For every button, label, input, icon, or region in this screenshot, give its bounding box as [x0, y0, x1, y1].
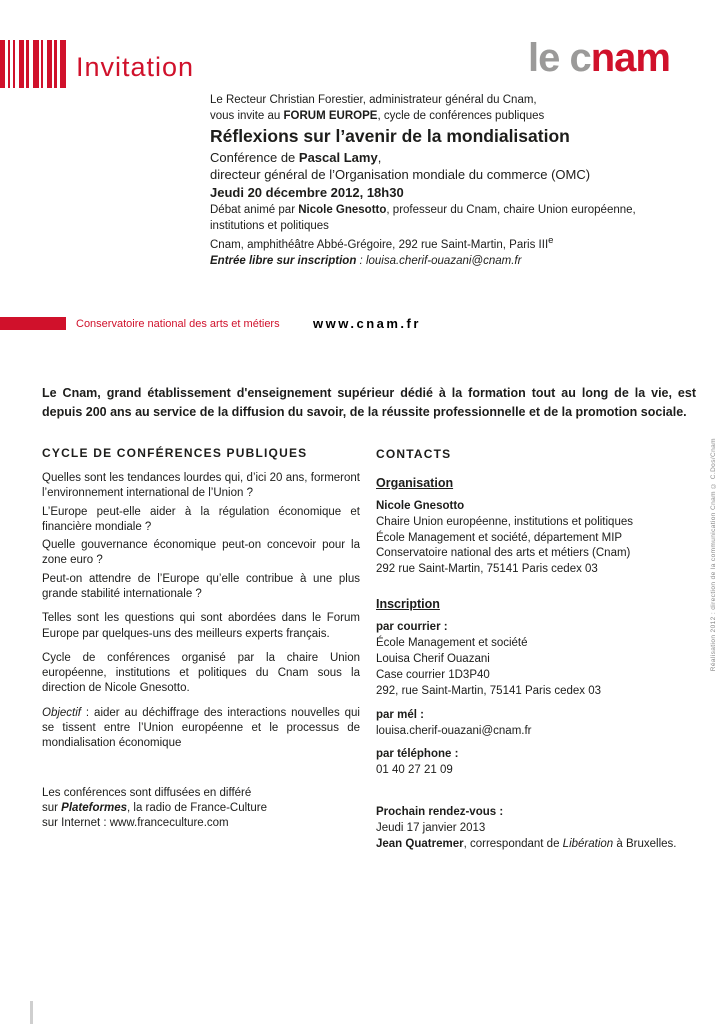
registration-separator: : [356, 255, 366, 268]
intro-line2-prefix: vous invite au [210, 110, 284, 123]
radio-show-name: Plateformes [61, 801, 128, 814]
speaker-prefix: Conférence de [210, 149, 299, 165]
brand-bar [0, 316, 724, 332]
registration-label: Entrée libre sur inscription [210, 255, 357, 268]
venue-text: Cnam, amphithéâtre Abbé-Grégoire, 292 rue Saint-Martin, Paris III [210, 238, 549, 251]
debate-suffix: , professeur du Cnam, chaire Union européenne, [386, 203, 636, 216]
cnam-logo [528, 38, 670, 78]
guest-mid: , correspondant de [463, 837, 563, 850]
mail-line1: École Management et société [376, 637, 528, 650]
guest-name: Jean Quatremer [376, 837, 464, 850]
broadcast-line1: Les conférences sont diffusées en différé [42, 786, 252, 799]
event-datetime: Jeudi 20 décembre 2012, 18h30 [210, 184, 404, 200]
broadcast-line3-website-link[interactable]: sur Internet : www.franceculture.com [42, 817, 229, 830]
next-event-block [376, 805, 696, 853]
objective-label: Objectif [42, 706, 81, 719]
cycle-column [42, 446, 360, 853]
inscription-phone-group [376, 747, 696, 779]
registration-line [210, 253, 696, 269]
mail-line4: 292, rue Saint-Martin, 75141 Paris cedex 03 [376, 684, 602, 697]
organisation-line3: Conservatoire national des arts et métiers (Cnam) [376, 547, 631, 560]
objective-paragraph [42, 706, 360, 752]
guest-end: à Bruxelles. [613, 837, 677, 850]
institution-name: Conservatoire national des arts et métiers [76, 318, 280, 330]
question-1: Quelles sont les tendances lourdes qui, d’ici 20 ans, formeront l’environnement international de l’Union ? [42, 472, 360, 500]
content-columns [42, 446, 696, 853]
cnam-logo-gray-part: le c [528, 36, 591, 80]
debate-moderator-name: Nicole Gnesotto [298, 203, 387, 216]
production-credit: Réalisation 2012 : direction de la communication Cnam © C.Dos/Cnam [710, 438, 717, 672]
next-event-date: Jeudi 17 janvier 2013 [376, 821, 486, 834]
registration-email-link[interactable]: louisa.cherif-ouazani@cnam.fr [365, 255, 522, 268]
next-event-guest [376, 837, 696, 853]
inscription-email-link[interactable]: louisa.cherif-ouazani@cnam.fr [376, 724, 532, 737]
cycle-paragraph: Cycle de conférences organisé par la chaire Union européenne, institutions et politiques du Cnam sous la direction de Nicole Gnesotto. [42, 651, 360, 695]
inscription-mail-group [376, 620, 696, 699]
mail-line2: Louisa Cherif Ouazani [376, 653, 490, 666]
objective-text: : aider au déchiffrage des interactions nouvelles qui se tissent entre l’Union européenne et le processus de mondialisation économique [42, 706, 360, 750]
question-4: Peut-on attendre de l’Europe qu’elle contribue à une plus grande stabilité internationale ? [42, 572, 360, 600]
inscription-subhead: Inscription [376, 597, 440, 612]
invitation-label: Invitation [76, 52, 195, 82]
speaker-name: Pascal Lamy [298, 149, 378, 165]
inscription-email-group [376, 708, 696, 740]
debate-line2: institutions et politiques [210, 220, 329, 233]
organisation-line4: 292 rue Saint-Martin, 75141 Paris cedex 03 [376, 563, 598, 576]
broadcast-paragraph [42, 786, 304, 832]
website-link[interactable]: www.cnam.fr [313, 316, 421, 331]
forum-europe-label: FORUM EUROPE [283, 110, 378, 123]
cnam-logo-red-part: nam [590, 36, 670, 80]
contacts-column [376, 446, 696, 853]
question-3: Quelle gouvernance économique peut-on concevoir pour la zone euro ? [42, 539, 360, 567]
event-title: Réflexions sur l’avenir de la mondialisation [210, 126, 570, 147]
contacts-heading: CONTACTS [376, 447, 452, 461]
phone-number: 01 40 27 21 09 [376, 764, 453, 777]
organisation-line2: École Management et société, département MIP [376, 531, 623, 544]
invitation-body [210, 92, 696, 269]
mail-label: par courrier : [376, 621, 448, 634]
cycle-heading: CYCLE DE CONFÉRENCES PUBLIQUES [42, 446, 308, 460]
intro-line2 [210, 108, 696, 124]
question-2: L’Europe peut-elle aider à la régulation économique et financière mondiale ? [42, 505, 360, 533]
mail-line3: Case courrier 1D3P40 [376, 668, 490, 681]
crop-mark [30, 1001, 33, 1024]
organisation-subhead: Organisation [376, 475, 454, 490]
barcode-stripes-icon [0, 40, 66, 88]
next-event-label: Prochain rendez-vous : [376, 806, 504, 819]
speaker-role: directeur général de l’Organisation mondiale du commerce (OMC) [210, 167, 591, 183]
venue-line [210, 234, 696, 253]
forum-paragraph: Telles sont les questions qui sont abordées dans le Forum Europe par quelques-uns des meilleurs experts français. [42, 612, 360, 640]
debate-prefix: Débat animé par [210, 203, 299, 216]
email-label: par mél : [376, 708, 424, 721]
speaker-line [210, 149, 696, 167]
organisation-line1: Chaire Union européenne, institutions et politiques [376, 515, 633, 528]
broadcast-line2-post: , la radio de France-Culture [127, 801, 267, 814]
venue-superscript: e [548, 235, 554, 247]
intro-line2-suffix: , cycle de conférences publiques [377, 110, 545, 123]
organisation-contact-name: Nicole Gnesotto [376, 499, 465, 512]
mission-statement: Le Cnam, grand établissement d'enseignement supérieur dédié à la formation tout au long de la vie, est depuis 200 ans au service de la diffusion du savoir, de la réussite professionnelle et de la promotion sociale. [42, 386, 696, 419]
broadcast-line2-pre: sur [42, 801, 62, 814]
newspaper-name: Libération [562, 837, 614, 850]
debate-line [210, 202, 696, 234]
speaker-comma: , [377, 149, 382, 165]
phone-label: par téléphone : [376, 748, 459, 761]
red-block-icon [0, 317, 66, 330]
intro-line1: Le Recteur Christian Forestier, administrateur général du Cnam, [210, 94, 537, 106]
